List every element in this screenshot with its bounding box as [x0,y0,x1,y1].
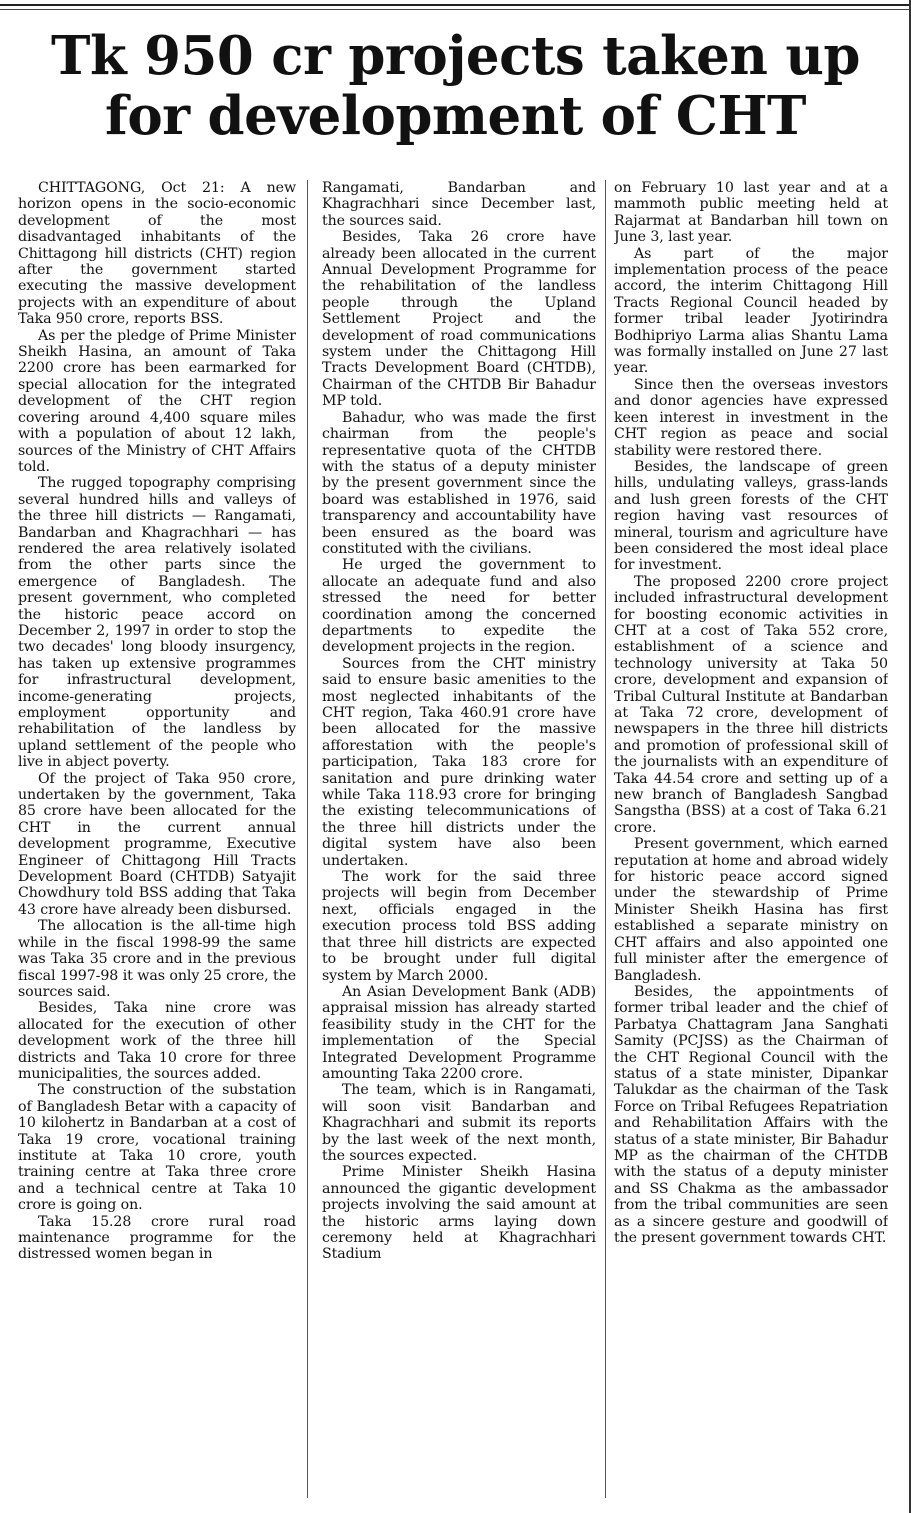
article-column-3 [614,180,888,1505]
article-paragraph: Bahadur, who was made the first chairman from the people's representative quota of the CHTDB with the status of a deputy minister by the present government since the board was established in 1976, said transparency and accountability have been ensured as the board was constituted with the civilians. [322,409,596,557]
article-paragraph: Besides, Taka 26 crore have already been allocated in the current Annual Development Programme for the rehabilitation of the landless people through the Upland Settlement Project and the development of road communications system under the Chittagong Hill Tracts Development Board (CHTDB), Chairman of the CHTDB Bir Bahadur MP told. [322,229,596,410]
article-paragraph: Prime Minister Sheikh Hasina announced the gigantic development projects involving the said amount at the historic arms laying down ceremony held at Khagrachhari Stadium [322,1164,596,1263]
article-paragraph: The work for the said three projects will begin from December next, officials engaged in the execution process told BSS adding that three hill districts are expected to be brought under full digital system by March 2000. [322,869,596,984]
top-border-rule [0,4,911,6]
article-paragraph: Since then the overseas investors and donor agencies have expressed keen interest in investment in the CHT region as peace and social stability were restored there. [614,376,888,459]
article-paragraph: He urged the government to allocate an adequate fund and also stressed the need for better coordination among the concerned departments to expedite the development projects in the region. [322,557,596,656]
article-paragraph: An Asian Development Bank (ADB) appraisal mission has already started feasibility study in the CHT for the implementation of the Special Integrated Development Programme amounting Taka 2200 crore. [322,983,596,1082]
top-border-rule-thin [0,9,911,10]
article-paragraph: The construction of the substation of Bangladesh Betar with a capacity of 10 kilohertz in Bandarban at a cost of Taka 19 crore, vocational training institute at Taka 10 crore, youth training centre at Taka three crore and a technical centre at Taka 10 crore is going on. [18,1082,296,1214]
article-paragraph: The rugged topography comprising several hundred hills and valleys of the three hill districts — Rangamati, Bandarban and Khagrachhari — has rendered the area relatively isolated from the other parts since the emergence of Bangladesh. The present government, who completed the historic peace accord on December 2, 1997 in order to stop the two decades' long bloody insurgency, has taken up extensive programmes for infrastructural development, income-generating projects, employment opportunity and rehabilitation of the landless by upland settlement of the people who live in abject poverty. [18,475,296,771]
article-paragraph: Besides, the appointments of former tribal leader and the chief of Parbatya Chattagram Jana Sanghati Samity (PCJSS) as the Chairman of the CHT Regional Council with the status of a state minister, Dipankar Talukdar as the chairman of the Task Force on Tribal Refugees Repatriation and Rehabilitation Affairs with the status of a state minister, Bir Bahadur MP as the chairman of the CHTDB with the status of a deputy minister and SS Chakma as the ambassador from the tribal communities are seen as a sincere gesture and goodwill of the present government towards CHT. [614,983,888,1246]
article-paragraph: Taka 15.28 crore rural road maintenance programme for the distressed women began in [18,1213,296,1263]
headline [10,26,901,146]
article-paragraph: Rangamati, Bandarban and Khagrachhari since December last, the sources said. [322,180,596,229]
article-paragraph: The team, which is in Rangamati, will soon visit Bandarban and Khagrachhari and submit its reports by the last week of the next month, the sources expected. [322,1082,596,1164]
article-paragraph: The allocation is the all-time high while in the fiscal 1998-99 the same was Taka 35 crore and in the previous fiscal 1997-98 it was only 25 crore, the sources said. [18,918,296,1000]
article-paragraph: Present government, which earned reputation at home and abroad widely for historic peace accord signed under the stewardship of Prime Minister Sheikh Hasina has first established a separate ministry on CHT affairs and also appointed one full minister after the emergence of Bangladesh. [614,836,888,984]
article-column-1 [18,180,296,1505]
article-paragraph: Sources from the CHT ministry said to ensure basic amenities to the most neglected inhabitants of the CHT region, Taka 460.91 crore have been allocated for the massive afforestation with the people's participation, Taka 183 crore for sanitation and pure drinking water while Taka 118.93 crore for bringing the existing telecommunications of the three hill districts under the digital system have also been undertaken. [322,655,596,869]
article-paragraph: Of the project of Taka 950 crore, undertaken by the government, Taka 85 crore have been allocated for the CHT in the current annual development programme, Executive Engineer of Chittagong Hill Tracts Development Board (CHTDB) Satyajit Chowdhury told BSS adding that Taka 43 crore have already been disbursed. [18,770,296,918]
headline-line-1: Tk 950 cr projects taken up [51,25,860,87]
article-paragraph: on February 10 last year and at a mammoth public meeting held at Rajarmat at Bandarban hill town on June 3, last year. [614,180,888,246]
article-paragraph: The proposed 2200 crore project included infrastructural development for boosting economic activities in CHT at a cost of Taka 552 crore, establishment of a science and technology university at Taka 50 crore, development and expansion of Tribal Cultural Institute at Bandarban at Taka 72 crore, development of newspapers in the three hill districts and promotion of professional skill of the journalists with an expenditure of Taka 44.54 crore and setting up of a new branch of Bangladesh Sangbad Sangstha (BSS) at a cost of Taka 6.21 crore. [614,573,888,836]
article-paragraph: Besides, Taka nine crore was allocated for the execution of other development work of the three hill districts and Taka 10 crore for three municipalities, the sources added. [18,1000,296,1082]
article-paragraph: As per the pledge of Prime Minister Sheikh Hasina, an amount of Taka 2200 crore has been earmarked for special allocation for the integrated development of the CHT region covering around 4,400 square miles with a population of about 12 lakh, sources of the Ministry of CHT Affairs told. [18,327,296,475]
article-paragraph: Besides, the landscape of green hills, undulating valleys, grass-lands and lush green forests of the CHT region having vast resources of mineral, tourism and agriculture have been considered the most ideal place for investment. [614,458,888,574]
headline-line-2: for development of CHT [105,85,806,147]
article-paragraph: As part of the major implementation process of the peace accord, the interim Chittagong Hill Tracts Regional Council headed by former tribal leader Jyotirindra Bodhipriyo Larma alias Shantu Lama was formally installed on June 27 last year. [614,245,888,377]
article-paragraph: CHITTAGONG, Oct 21: A new horizon opens in the socio-economic development of the most disadvantaged inhabitants of the Chittagong hill districts (CHT) region after the government started executing the massive development projects with an expenditure of about Taka 950 crore, reports BSS. [18,180,296,328]
article-column-2 [322,180,596,1505]
article-body [0,180,911,1505]
